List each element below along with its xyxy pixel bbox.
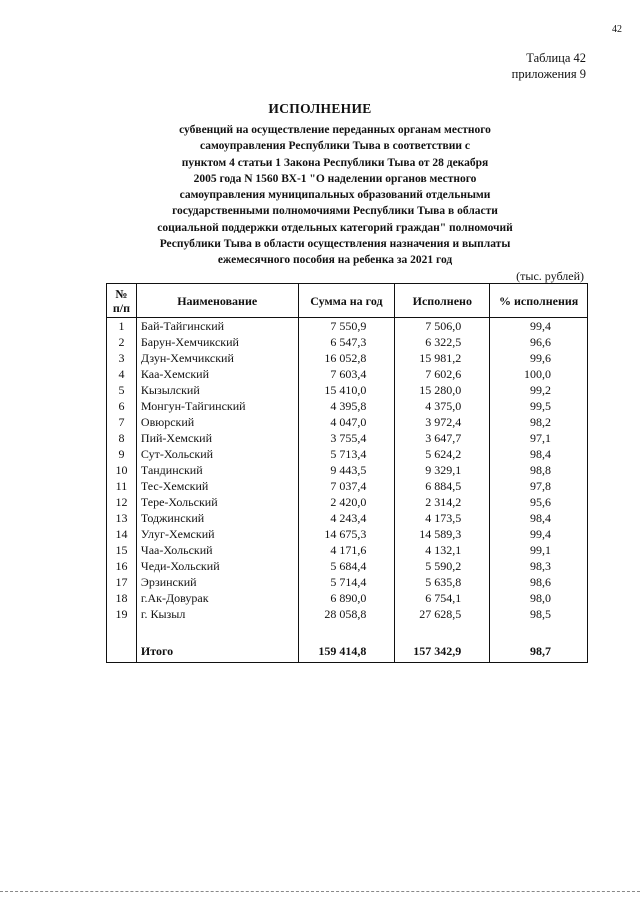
subtitle-line: ежемесячного пособия на ребенка за 2021 год <box>217 254 453 267</box>
row-done: 6 322,5 <box>395 334 490 350</box>
table-body <box>107 318 588 663</box>
row-done: 9 329,1 <box>395 462 490 478</box>
row-name: Эрзинский <box>136 574 298 590</box>
subtitle-line: субвенций на осуществление переданных органам местного <box>179 124 491 136</box>
row-sum: 5 684,4 <box>298 558 395 574</box>
header-number-line2: п/п <box>112 300 131 315</box>
row-number: 5 <box>107 382 137 398</box>
row-percent: 99,6 <box>490 350 588 366</box>
row-sum: 2 420,0 <box>298 494 395 510</box>
row-name: Чаа-Хольский <box>136 542 298 558</box>
row-number: 16 <box>107 558 137 574</box>
row-done: 6 884,5 <box>395 478 490 494</box>
row-number: 18 <box>107 590 137 606</box>
table-reference-line1: Таблица 42 <box>526 51 586 65</box>
row-number: 11 <box>107 478 137 494</box>
table-row <box>107 414 588 430</box>
subtitle-line: Республики Тыва в области осуществления назначения и выплаты <box>159 238 511 251</box>
table-row <box>107 382 588 398</box>
row-sum: 5 714,4 <box>298 574 395 590</box>
row-name: Чеди-Хольский <box>136 558 298 574</box>
row-sum: 4 243,4 <box>298 510 395 526</box>
row-number: 19 <box>107 606 137 622</box>
table-row <box>107 574 588 590</box>
subtitle-line: самоуправления Республики Тыва в соответствии с <box>200 140 470 153</box>
row-number: 7 <box>107 414 137 430</box>
row-sum: 3 755,4 <box>298 430 395 446</box>
row-percent: 97,8 <box>490 478 588 494</box>
row-name: Барун-Хемчикский <box>136 334 298 350</box>
row-percent: 99,4 <box>490 526 588 542</box>
row-done: 3 972,4 <box>395 414 490 430</box>
row-sum: 6 547,3 <box>298 334 395 350</box>
row-done: 6 754,1 <box>395 590 490 606</box>
row-done: 5 624,2 <box>395 446 490 462</box>
table-row <box>107 558 588 574</box>
row-done: 2 314,2 <box>395 494 490 510</box>
header-name: Наименование <box>136 284 298 318</box>
total-percent: 98,7 <box>490 640 588 663</box>
table-row <box>107 606 588 622</box>
row-sum: 4 047,0 <box>298 414 395 430</box>
table-row <box>107 366 588 382</box>
row-sum: 6 890,0 <box>298 590 395 606</box>
spacer-cell <box>490 622 588 640</box>
row-name: Каа-Хемский <box>136 366 298 382</box>
spacer-cell <box>395 622 490 640</box>
row-percent: 98,4 <box>490 510 588 526</box>
subtitle-line: социальной поддержки отдельных категорий граждан" полномочий <box>157 221 513 234</box>
table-row <box>107 590 588 606</box>
units-label: (тыс. рублей) <box>516 269 584 283</box>
row-number: 1 <box>107 318 137 335</box>
header-done: Исполнено <box>395 284 490 318</box>
row-number: 2 <box>107 334 137 350</box>
row-sum: 28 058,8 <box>298 606 395 622</box>
table-row <box>107 318 588 335</box>
row-sum: 14 675,3 <box>298 526 395 542</box>
row-number: 4 <box>107 366 137 382</box>
row-percent: 98,3 <box>490 558 588 574</box>
table-reference <box>512 50 586 82</box>
table-row <box>107 526 588 542</box>
row-name: Кызылский <box>136 382 298 398</box>
table-row <box>107 462 588 478</box>
table-row <box>107 350 588 366</box>
row-done: 4 132,1 <box>395 542 490 558</box>
row-done: 15 981,2 <box>395 350 490 366</box>
row-number: 17 <box>107 574 137 590</box>
page-number: 42 <box>612 24 622 35</box>
row-sum: 7 603,4 <box>298 366 395 382</box>
row-name: г.Ак-Довурак <box>136 590 298 606</box>
table-row <box>107 510 588 526</box>
subtitle-line: 2005 года N 1560 ВХ-1 "О наделении органов местного <box>193 172 477 185</box>
total-sum: 159 414,8 <box>298 640 395 663</box>
row-percent: 99,1 <box>490 542 588 558</box>
row-done: 15 280,0 <box>395 382 490 398</box>
table-row <box>107 478 588 494</box>
table-row <box>107 542 588 558</box>
row-done: 27 628,5 <box>395 606 490 622</box>
row-sum: 16 052,8 <box>298 350 395 366</box>
subtitle-line: самоуправления муниципальных образований отдельными <box>179 189 491 202</box>
row-percent: 98,2 <box>490 414 588 430</box>
row-number: 8 <box>107 430 137 446</box>
spacer-row <box>107 622 588 640</box>
row-name: Тес-Хемский <box>136 478 298 494</box>
total-label: Итого <box>136 640 298 663</box>
spacer-cell <box>298 622 395 640</box>
row-percent: 99,5 <box>490 398 588 414</box>
page-bottom-divider <box>0 891 640 892</box>
spacer-cell <box>107 622 137 640</box>
row-sum: 5 713,4 <box>298 446 395 462</box>
row-name: Тере-Хольский <box>136 494 298 510</box>
row-percent: 98,4 <box>490 446 588 462</box>
header-number-line1: № <box>115 286 128 301</box>
row-name: Сут-Хольский <box>136 446 298 462</box>
row-done: 14 589,3 <box>395 526 490 542</box>
table-row <box>107 430 588 446</box>
row-number: 3 <box>107 350 137 366</box>
row-percent: 98,8 <box>490 462 588 478</box>
row-percent: 98,5 <box>490 606 588 622</box>
table-row <box>107 334 588 350</box>
row-done: 5 590,2 <box>395 558 490 574</box>
row-number: 10 <box>107 462 137 478</box>
row-sum: 15 410,0 <box>298 382 395 398</box>
row-name: Овюрский <box>136 414 298 430</box>
row-done: 5 635,8 <box>395 574 490 590</box>
total-row <box>107 640 588 663</box>
row-number: 14 <box>107 526 137 542</box>
row-done: 4 173,5 <box>395 510 490 526</box>
row-sum: 4 171,6 <box>298 542 395 558</box>
subtitle-line: пунктом 4 статьи 1 Закона Республики Тыва от 28 декабря <box>181 156 489 169</box>
spacer-cell <box>136 622 298 640</box>
document-title: ИСПОЛНЕНИЕ <box>268 101 372 116</box>
table-row <box>107 398 588 414</box>
total-done: 157 342,9 <box>395 640 490 663</box>
row-percent: 98,6 <box>490 574 588 590</box>
row-sum: 9 443,5 <box>298 462 395 478</box>
table-row <box>107 446 588 462</box>
table-row <box>107 494 588 510</box>
row-name: Пий-Хемский <box>136 430 298 446</box>
row-percent: 99,4 <box>490 318 588 335</box>
header-sum: Сумма на год <box>298 284 395 318</box>
row-name: Тандинский <box>136 462 298 478</box>
row-number: 12 <box>107 494 137 510</box>
row-name: Тоджинский <box>136 510 298 526</box>
header-percent: % исполнения <box>490 284 588 318</box>
total-number <box>107 640 137 663</box>
row-sum: 4 395,8 <box>298 398 395 414</box>
document-subtitle <box>140 122 530 269</box>
row-number: 9 <box>107 446 137 462</box>
subtitle-line: государственными полномочиями Республики Тыва в области <box>172 205 498 218</box>
row-number: 15 <box>107 542 137 558</box>
table-header-row <box>107 284 588 318</box>
row-sum: 7 037,4 <box>298 478 395 494</box>
table-reference-line2: приложения 9 <box>511 67 586 81</box>
row-percent: 97,1 <box>490 430 588 446</box>
row-sum: 7 550,9 <box>298 318 395 335</box>
row-percent: 100,0 <box>490 366 588 382</box>
row-name: Улуг-Хемский <box>136 526 298 542</box>
row-done: 7 506,0 <box>395 318 490 335</box>
row-percent: 99,2 <box>490 382 588 398</box>
row-number: 13 <box>107 510 137 526</box>
row-name: Бай-Тайгинский <box>136 318 298 335</box>
execution-table <box>106 283 588 663</box>
row-name: Дзун-Хемчикский <box>136 350 298 366</box>
row-name: г. Кызыл <box>136 606 298 622</box>
row-percent: 96,6 <box>490 334 588 350</box>
row-done: 3 647,7 <box>395 430 490 446</box>
row-percent: 98,0 <box>490 590 588 606</box>
row-done: 4 375,0 <box>395 398 490 414</box>
header-number <box>107 284 137 318</box>
row-done: 7 602,6 <box>395 366 490 382</box>
row-number: 6 <box>107 398 137 414</box>
row-percent: 95,6 <box>490 494 588 510</box>
row-name: Монгун-Тайгинский <box>136 398 298 414</box>
